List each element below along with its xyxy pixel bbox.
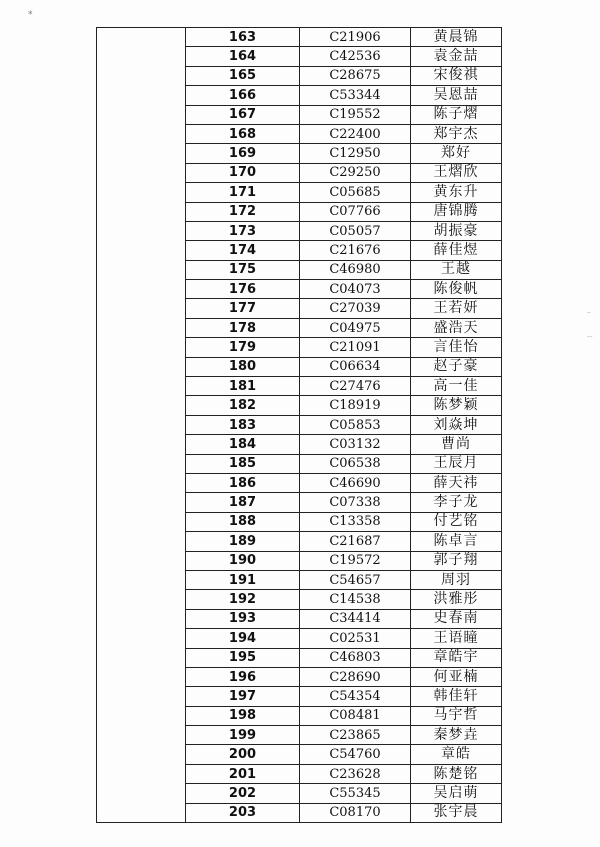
row-number: 184 xyxy=(186,435,300,454)
row-number: 181 xyxy=(186,377,300,396)
student-code: C21687 xyxy=(300,532,411,551)
student-name: 陈子熠 xyxy=(411,105,502,124)
student-name: 薛佳煜 xyxy=(411,241,502,260)
student-code: C46980 xyxy=(300,260,411,279)
student-name: 胡振豪 xyxy=(411,221,502,240)
row-number: 196 xyxy=(186,667,300,686)
student-code: C27039 xyxy=(300,299,411,318)
student-name: 章皓 xyxy=(411,745,502,764)
roster-body xyxy=(97,28,502,823)
student-name: 王若妍 xyxy=(411,299,502,318)
student-code: C08170 xyxy=(300,803,411,822)
row-number: 201 xyxy=(186,764,300,783)
row-number: 180 xyxy=(186,357,300,376)
row-number: 164 xyxy=(186,47,300,66)
student-code: C55345 xyxy=(300,784,411,803)
student-name: 吴恩喆 xyxy=(411,86,502,105)
student-code: C05685 xyxy=(300,183,411,202)
student-name: 秦梦垚 xyxy=(411,726,502,745)
student-code: C05057 xyxy=(300,221,411,240)
row-number: 186 xyxy=(186,473,300,492)
student-code: C22400 xyxy=(300,124,411,143)
student-code: C04073 xyxy=(300,280,411,299)
student-name: 章皓宇 xyxy=(411,648,502,667)
student-name: 言佳怡 xyxy=(411,338,502,357)
student-name: 王越 xyxy=(411,260,502,279)
student-name: 王熠欣 xyxy=(411,163,502,182)
row-number: 173 xyxy=(186,221,300,240)
row-number: 166 xyxy=(186,86,300,105)
student-code: C34414 xyxy=(300,609,411,628)
row-number: 177 xyxy=(186,299,300,318)
row-number: 167 xyxy=(186,105,300,124)
student-code: C21676 xyxy=(300,241,411,260)
row-number: 176 xyxy=(186,280,300,299)
row-number: 195 xyxy=(186,648,300,667)
student-name: 高一佳 xyxy=(411,377,502,396)
row-number: 172 xyxy=(186,202,300,221)
student-name: 陈卓言 xyxy=(411,532,502,551)
student-code: C21906 xyxy=(300,28,411,47)
student-name: 李子龙 xyxy=(411,493,502,512)
student-name: 袁金喆 xyxy=(411,47,502,66)
row-number: 200 xyxy=(186,745,300,764)
student-name: 郭子翔 xyxy=(411,551,502,570)
student-code: C54657 xyxy=(300,570,411,589)
row-number: 199 xyxy=(186,726,300,745)
student-code: C05853 xyxy=(300,415,411,434)
student-code: C42536 xyxy=(300,47,411,66)
row-number: 191 xyxy=(186,570,300,589)
student-code: C28675 xyxy=(300,66,411,85)
row-number: 178 xyxy=(186,318,300,337)
student-name: 宋俊祺 xyxy=(411,66,502,85)
student-code: C21091 xyxy=(300,338,411,357)
student-name: 唐锦腾 xyxy=(411,202,502,221)
roster-table xyxy=(96,27,502,823)
student-code: C23628 xyxy=(300,764,411,783)
row-number: 179 xyxy=(186,338,300,357)
student-name: 洪雅彤 xyxy=(411,590,502,609)
row-number: 171 xyxy=(186,183,300,202)
student-code: C04975 xyxy=(300,318,411,337)
student-name: 马宇哲 xyxy=(411,706,502,725)
student-name: 曹尚 xyxy=(411,435,502,454)
row-number: 203 xyxy=(186,803,300,822)
student-code: C06538 xyxy=(300,454,411,473)
student-name: 黄东升 xyxy=(411,183,502,202)
row-number: 183 xyxy=(186,415,300,434)
student-code: C29250 xyxy=(300,163,411,182)
student-code: C27476 xyxy=(300,377,411,396)
student-name: 刘焱坤 xyxy=(411,415,502,434)
row-number: 168 xyxy=(186,124,300,143)
student-code: C06634 xyxy=(300,357,411,376)
student-code: C07766 xyxy=(300,202,411,221)
student-name: 张宇晨 xyxy=(411,803,502,822)
row-number: 169 xyxy=(186,144,300,163)
row-number: 194 xyxy=(186,629,300,648)
student-name: 薛天祎 xyxy=(411,473,502,492)
row-number: 198 xyxy=(186,706,300,725)
row-number: 185 xyxy=(186,454,300,473)
student-code: C23865 xyxy=(300,726,411,745)
row-number: 189 xyxy=(186,532,300,551)
student-code: C28690 xyxy=(300,667,411,686)
student-name: 黄晨锦 xyxy=(411,28,502,47)
row-number: 202 xyxy=(186,784,300,803)
row-number: 190 xyxy=(186,551,300,570)
scan-mark: ··· xyxy=(587,334,593,341)
student-code: C54354 xyxy=(300,687,411,706)
student-name: 陈梦颖 xyxy=(411,396,502,415)
scan-mark: ·· xyxy=(587,310,591,317)
row-number: 193 xyxy=(186,609,300,628)
row-number: 188 xyxy=(186,512,300,531)
student-code: C02531 xyxy=(300,629,411,648)
row-number: 187 xyxy=(186,493,300,512)
student-code: C19552 xyxy=(300,105,411,124)
student-name: 史春南 xyxy=(411,609,502,628)
merged-category-cell xyxy=(97,28,186,823)
row-number: 175 xyxy=(186,260,300,279)
table-row xyxy=(97,28,502,47)
row-number: 165 xyxy=(186,66,300,85)
student-name: 郑宇杰 xyxy=(411,124,502,143)
row-number: 174 xyxy=(186,241,300,260)
student-code: C19572 xyxy=(300,551,411,570)
student-code: C14538 xyxy=(300,590,411,609)
student-name: 赵子豪 xyxy=(411,357,502,376)
student-code: C03132 xyxy=(300,435,411,454)
student-name: 盛浩天 xyxy=(411,318,502,337)
student-code: C12950 xyxy=(300,144,411,163)
student-name: 郑好 xyxy=(411,144,502,163)
student-name: 陈楚铭 xyxy=(411,764,502,783)
row-number: 192 xyxy=(186,590,300,609)
student-code: C07338 xyxy=(300,493,411,512)
student-name: 陈俊帆 xyxy=(411,280,502,299)
row-number: 163 xyxy=(186,28,300,47)
student-name: 王辰月 xyxy=(411,454,502,473)
scan-mark: * xyxy=(28,10,33,20)
student-code: C08481 xyxy=(300,706,411,725)
student-name: 何亚楠 xyxy=(411,667,502,686)
row-number: 197 xyxy=(186,687,300,706)
student-code: C13358 xyxy=(300,512,411,531)
student-code: C54760 xyxy=(300,745,411,764)
student-name: 周羽 xyxy=(411,570,502,589)
row-number: 182 xyxy=(186,396,300,415)
row-number: 170 xyxy=(186,163,300,182)
student-code: C46690 xyxy=(300,473,411,492)
student-name: 王语瞳 xyxy=(411,629,502,648)
student-name: 韩佳轩 xyxy=(411,687,502,706)
student-code: C46803 xyxy=(300,648,411,667)
student-name: 吴启萌 xyxy=(411,784,502,803)
student-name: 付艺铭 xyxy=(411,512,502,531)
student-code: C18919 xyxy=(300,396,411,415)
student-code: C53344 xyxy=(300,86,411,105)
